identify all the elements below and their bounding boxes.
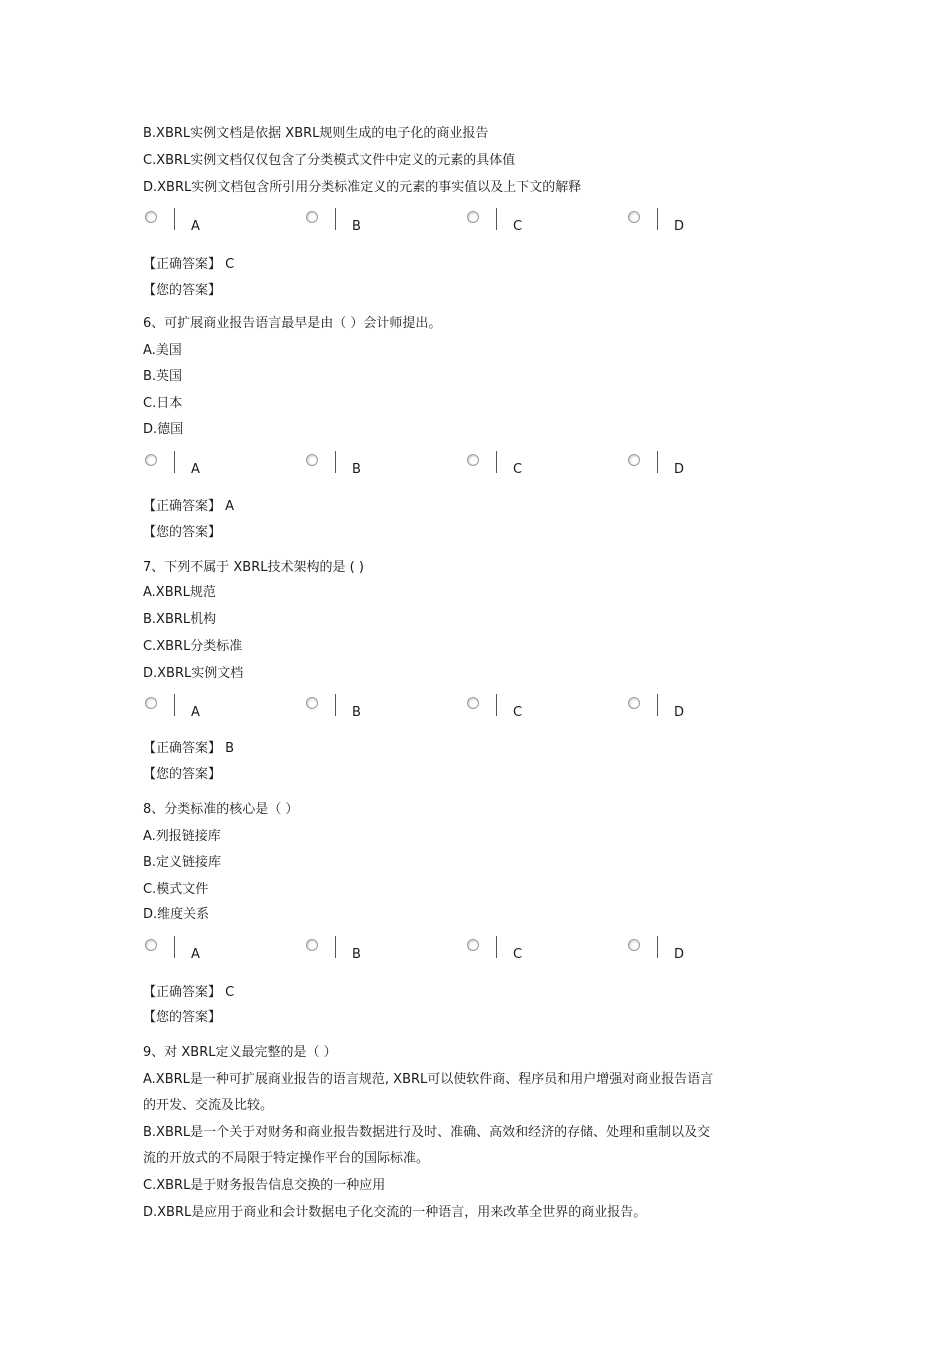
q9-option-d: D.XBRL是应用于商业和会计数据电子化交流的一种语言，用来改革全世界的商业报告。 xyxy=(143,1205,647,1220)
q7-option-d: D.XBRL实例文档 xyxy=(143,666,244,681)
divider xyxy=(335,451,336,473)
q6-answer-choices xyxy=(143,451,783,485)
q8-choice-a[interactable] xyxy=(143,936,293,970)
radio-button-icon[interactable] xyxy=(467,939,479,951)
q9-question: 9、对 XBRL定义最完整的是（ ） xyxy=(143,1045,337,1060)
q6-your-answer: 【您的答案】 xyxy=(143,525,222,540)
radio-button-icon[interactable] xyxy=(467,211,479,223)
q6-option-c: C.日本 xyxy=(143,396,183,411)
q9-option-b-line1: B.XBRL是一个关于对财务和商业报告数据进行及时、准确、高效和经济的存储、处理和重制以及交 xyxy=(143,1125,711,1140)
divider xyxy=(496,451,497,473)
q6-question: 6、可扩展商业报告语言最早是由（ ）会计师提出。 xyxy=(143,316,442,331)
q5-option-b: B.XBRL实例文档是依据 XBRL规则生成的电子化的商业报告 xyxy=(143,126,489,141)
radio-button-icon[interactable] xyxy=(467,454,479,466)
q7-choice-d[interactable] xyxy=(626,694,776,728)
choice-label: A xyxy=(191,947,200,962)
choice-label: C xyxy=(513,462,523,477)
divider xyxy=(335,694,336,716)
choice-label: B xyxy=(352,219,361,234)
divider xyxy=(496,208,497,230)
q7-answer-choices xyxy=(143,694,783,728)
q6-option-a: A.美国 xyxy=(143,343,182,358)
divider xyxy=(174,451,175,473)
radio-button-icon[interactable] xyxy=(145,697,157,709)
divider xyxy=(657,451,658,473)
choice-label: B xyxy=(352,947,361,962)
choice-label: B xyxy=(352,705,361,720)
choice-label: C xyxy=(513,705,523,720)
q6-choice-a[interactable] xyxy=(143,451,293,485)
choice-label: B xyxy=(352,462,361,477)
q7-correct-answer: 【正确答案】 B xyxy=(143,741,235,756)
q8-choice-d[interactable] xyxy=(626,936,776,970)
choice-label: D xyxy=(674,705,685,720)
choice-label: A xyxy=(191,219,200,234)
q8-option-d: D.维度关系 xyxy=(143,907,210,922)
q5-correct-answer: 【正确答案】 C xyxy=(143,257,235,272)
q8-option-b: B.定义链接库 xyxy=(143,855,222,870)
choice-label: A xyxy=(191,705,200,720)
divider xyxy=(496,694,497,716)
q9-option-a-line2: 的开发、交流及比较。 xyxy=(143,1098,274,1113)
choice-label: C xyxy=(513,947,523,962)
q7-choice-c[interactable] xyxy=(465,694,615,728)
radio-button-icon[interactable] xyxy=(628,454,640,466)
choice-label: A xyxy=(191,462,200,477)
divider xyxy=(174,936,175,958)
q5-option-c: C.XBRL实例文档仅仅包含了分类模式文件中定义的元素的具体值 xyxy=(143,153,516,168)
q9-option-b-line2: 流的开放式的不局限于特定操作平台的国际标准。 xyxy=(143,1151,430,1166)
divider xyxy=(335,936,336,958)
q6-option-d: D.德国 xyxy=(143,422,184,437)
radio-button-icon[interactable] xyxy=(306,939,318,951)
radio-button-icon[interactable] xyxy=(306,454,318,466)
q8-question: 8、分类标准的核心是（ ） xyxy=(143,802,299,817)
q9-option-a-line1: A.XBRL是一种可扩展商业报告的语言规范, XBRL可以使软件商、程序员和用户增强对商业报告语言 xyxy=(143,1072,714,1087)
q7-option-c: C.XBRL分类标准 xyxy=(143,639,243,654)
q6-choice-b[interactable] xyxy=(304,451,454,485)
q7-option-a: A.XBRL规范 xyxy=(143,585,216,600)
q7-choice-a[interactable] xyxy=(143,694,293,728)
q7-choice-b[interactable] xyxy=(304,694,454,728)
choice-label: D xyxy=(674,462,685,477)
q8-your-answer: 【您的答案】 xyxy=(143,1010,222,1025)
q9-option-c: C.XBRL是于财务报告信息交换的一种应用 xyxy=(143,1178,386,1193)
divider xyxy=(657,208,658,230)
radio-button-icon[interactable] xyxy=(145,454,157,466)
q8-option-a: A.列报链接库 xyxy=(143,829,221,844)
q6-choice-d[interactable] xyxy=(626,451,776,485)
divider xyxy=(496,936,497,958)
q5-choice-a[interactable] xyxy=(143,208,293,242)
choice-label: D xyxy=(674,219,685,234)
q8-option-c: C.模式文件 xyxy=(143,882,209,897)
q8-correct-answer: 【正确答案】 C xyxy=(143,985,235,1000)
radio-button-icon[interactable] xyxy=(306,211,318,223)
q6-option-b: B.英国 xyxy=(143,369,183,384)
divider xyxy=(174,694,175,716)
q7-option-b: B.XBRL机构 xyxy=(143,612,217,627)
q8-choice-b[interactable] xyxy=(304,936,454,970)
radio-button-icon[interactable] xyxy=(628,211,640,223)
radio-button-icon[interactable] xyxy=(628,939,640,951)
radio-button-icon[interactable] xyxy=(628,697,640,709)
q5-choice-d[interactable] xyxy=(626,208,776,242)
divider xyxy=(657,694,658,716)
radio-button-icon[interactable] xyxy=(467,697,479,709)
q6-correct-answer: 【正确答案】 A xyxy=(143,499,235,514)
q5-choice-b[interactable] xyxy=(304,208,454,242)
divider xyxy=(174,208,175,230)
q5-your-answer: 【您的答案】 xyxy=(143,283,222,298)
q5-option-d: D.XBRL实例文档包含所引用分类标准定义的元素的事实值以及上下文的解释 xyxy=(143,180,582,195)
q7-question: 7、下列不属于 XBRL技术架构的是 ( ) xyxy=(143,560,364,575)
radio-button-icon[interactable] xyxy=(145,211,157,223)
radio-button-icon[interactable] xyxy=(145,939,157,951)
q7-your-answer: 【您的答案】 xyxy=(143,767,222,782)
q5-answer-choices xyxy=(143,208,783,242)
divider xyxy=(657,936,658,958)
q5-choice-c[interactable] xyxy=(465,208,615,242)
choice-label: D xyxy=(674,947,685,962)
q8-choice-c[interactable] xyxy=(465,936,615,970)
q6-choice-c[interactable] xyxy=(465,451,615,485)
divider xyxy=(335,208,336,230)
radio-button-icon[interactable] xyxy=(306,697,318,709)
choice-label: C xyxy=(513,219,523,234)
q8-answer-choices xyxy=(143,936,783,970)
